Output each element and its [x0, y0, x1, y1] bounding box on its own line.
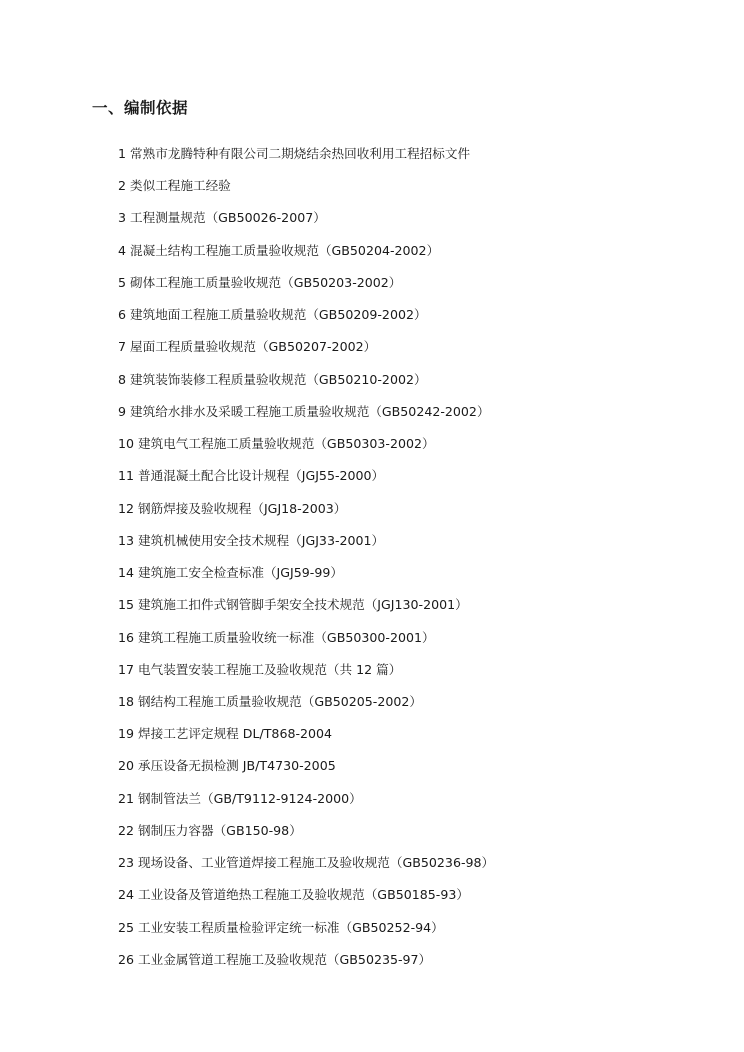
list-item: 16 建筑工程施工质量验收统一标准（GB50300-2001） [118, 629, 435, 645]
list-item: 6 建筑地面工程施工质量验收规范（GB50209-2002） [118, 307, 427, 323]
list-item: 8 建筑装饰装修工程质量验收规范（GB50210-2002） [118, 371, 427, 387]
list-item: 12 钢筋焊接及验收规程（JGJ18-2003） [118, 500, 347, 516]
list-item: 24 工业设备及管道绝热工程施工及验收规范（GB50185-93） [118, 887, 469, 903]
list-item: 26 工业金属管道工程施工及验收规范（GB50235-97） [118, 951, 432, 967]
list-item: 11 普通混凝土配合比设计规程（JGJ55-2000） [118, 468, 385, 484]
reference-list [118, 142, 718, 980]
list-item: 18 钢结构工程施工质量验收规范（GB50205-2002） [118, 693, 422, 709]
list-item: 13 建筑机械使用安全技术规程（JGJ33-2001） [118, 532, 385, 548]
list-item: 19 焊接工艺评定规程 DL/T868-2004 [118, 726, 333, 742]
list-item: 17 电气装置安装工程施工及验收规范（共 12 篇） [118, 661, 402, 677]
list-item: 5 砌体工程施工质量验收规范（GB50203-2002） [118, 274, 402, 290]
list-item: 10 建筑电气工程施工质量验收规范（GB50303-2002） [118, 436, 435, 452]
list-item: 22 钢制压力容器（GB150-98） [118, 822, 302, 838]
list-item: 1 常熟市龙腾特种有限公司二期烧结余热回收利用工程招标文件 [118, 146, 471, 161]
list-item: 9 建筑给水排水及采暖工程施工质量验收规范（GB50242-2002） [118, 403, 490, 419]
list-item: 20 承压设备无损检测 JB/T4730-2005 [118, 758, 336, 774]
list-item: 21 钢制管法兰（GB/T9112-9124-2000） [118, 790, 362, 806]
list-item: 3 工程测量规范（GB50026-2007） [118, 210, 326, 226]
list-item: 4 混凝土结构工程施工质量验收规范（GB50204-2002） [118, 242, 440, 258]
list-item: 7 屋面工程质量验收规范（GB50207-2002） [118, 339, 377, 355]
list-item: 14 建筑施工安全检查标准（JGJ59-99） [118, 565, 343, 581]
list-item: 15 建筑施工扣件式钢管脚手架安全技术规范（JGJ130-2001） [118, 597, 468, 613]
list-item: 23 现场设备、工业管道焊接工程施工及验收规范（GB50236-98） [118, 855, 495, 871]
list-item: 25 工业安装工程质量检验评定统一标准（GB50252-94） [118, 919, 444, 935]
list-item: 2 类似工程施工经验 [118, 178, 231, 194]
section-heading: 一、编制依据 [92, 99, 189, 117]
